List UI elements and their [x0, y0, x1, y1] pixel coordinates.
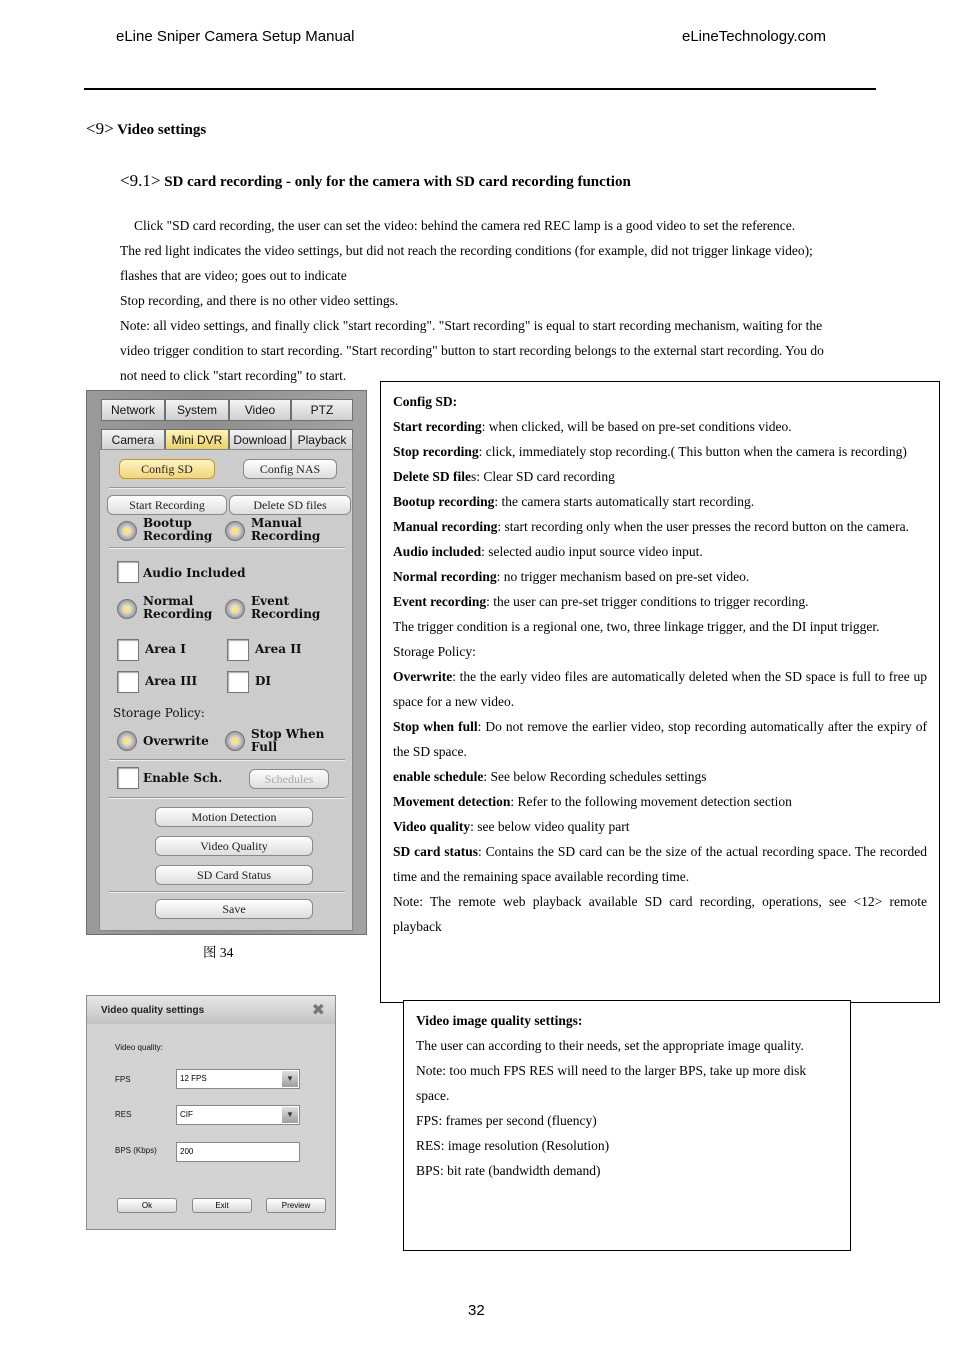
- main-tabs: [101, 399, 353, 421]
- chevron-down-icon: ▼: [282, 1107, 298, 1123]
- bootup-recording-radio[interactable]: [117, 521, 137, 541]
- config-item: [393, 414, 927, 439]
- header-site: eLineTechnology.com: [682, 28, 826, 45]
- config-item-text: : no trigger mechanism based on pre-set video.: [496, 569, 750, 584]
- tab-download[interactable]: Download: [229, 429, 291, 451]
- config-item: [393, 789, 927, 814]
- label-line: Bootup: [143, 516, 192, 530]
- res-select[interactable]: [176, 1105, 300, 1125]
- config-item-term: SD card status: [393, 844, 479, 859]
- intro-line: video trigger condition to start recording. "Start recording" button to start recording belongs to the external start recording. You do: [120, 343, 824, 358]
- config-item-text: : the camera starts automatically start recording.: [494, 494, 755, 509]
- video-quality-description-box: [403, 1000, 851, 1251]
- config-item: [393, 464, 927, 489]
- bps-input[interactable]: 200: [176, 1142, 300, 1162]
- header-title: eLine Sniper Camera Setup Manual: [116, 28, 355, 45]
- normal-recording-label: [143, 595, 212, 621]
- stop-when-full-label: [251, 728, 324, 754]
- enable-schedule-label: Enable Sch.: [143, 771, 223, 785]
- config-item-text: : Contains the SD card can be the size of the actual recording space. The recorded time and the remaining space available recording time.: [393, 844, 927, 884]
- label-line: Recording: [143, 529, 213, 543]
- label-line: Recording: [251, 529, 321, 543]
- config-item-term: Stop recording: [393, 444, 479, 459]
- config-item-text: : see below video quality part: [470, 819, 630, 834]
- config-item: [393, 764, 927, 789]
- config-item-term: Overwrite: [393, 669, 453, 684]
- config-item-term: Stop when full: [393, 719, 478, 734]
- intro-line: The red light indicates the video settings, but did not reach the recording conditions (for example, did not trigger linkage video);: [120, 243, 813, 258]
- label-line: Normal: [143, 594, 194, 608]
- config-item-text: : start recording only when the user presses the record button on the camera.: [497, 519, 909, 534]
- config-item-text: : Refer to the following movement detection section: [510, 794, 792, 809]
- section-number: <9>: [86, 119, 114, 138]
- manual-recording-radio[interactable]: [225, 521, 245, 541]
- audio-included-label: Audio Included: [143, 566, 246, 580]
- intro-line: Click "SD card recording, the user can set the video: behind the camera red REC lamp is a good video to set the reference.: [134, 218, 796, 233]
- tab-network[interactable]: Network: [101, 399, 165, 421]
- delete-sd-files-button[interactable]: Delete SD files: [229, 495, 351, 515]
- bootup-recording-label: [143, 517, 212, 543]
- page-number: 32: [468, 1302, 485, 1319]
- config-box-heading: Config SD:: [393, 394, 458, 409]
- config-item-text: : when clicked, will be based on pre-set conditions video.: [481, 419, 792, 434]
- res-label: RES: [115, 1110, 132, 1119]
- divider: [109, 487, 345, 489]
- config-item: [393, 614, 927, 639]
- config-item-term: Movement detection: [393, 794, 511, 809]
- intro-paragraph: [120, 213, 880, 388]
- event-recording-radio[interactable]: [225, 599, 245, 619]
- config-item-text: : click, immediately stop recording.( This button when the camera is recording): [478, 444, 907, 459]
- area-2-checkbox[interactable]: [227, 639, 249, 661]
- bps-label: BPS (Kbps): [115, 1146, 157, 1155]
- enable-schedule-checkbox[interactable]: [117, 767, 139, 789]
- vq-box-line: BPS: bit rate (bandwidth demand): [416, 1163, 601, 1178]
- motion-detection-button[interactable]: Motion Detection: [155, 807, 313, 827]
- ok-button[interactable]: Ok: [117, 1198, 177, 1213]
- vq-box-line: FPS: frames per second (fluency): [416, 1113, 597, 1128]
- config-sd-description-box: [380, 381, 940, 1003]
- divider: [109, 891, 345, 893]
- header-rule: [84, 88, 876, 90]
- schedules-button[interactable]: Schedules: [249, 769, 329, 789]
- storage-policy-label: Storage Policy:: [113, 706, 205, 720]
- config-item-term: Event recording: [393, 594, 487, 609]
- start-recording-button[interactable]: Start Recording: [107, 495, 227, 515]
- fps-value: 12 FPS: [180, 1074, 207, 1083]
- config-item-text: : selected audio input source video input.: [481, 544, 703, 559]
- overwrite-label: Overwrite: [143, 734, 209, 748]
- divider: [109, 547, 345, 549]
- config-item-text: : the the early video files are automatically deleted when the SD space is full to free up space for a new video.: [393, 669, 927, 709]
- di-checkbox[interactable]: [227, 671, 249, 693]
- config-item-term: Manual recording: [393, 519, 498, 534]
- tab-system[interactable]: System: [165, 399, 229, 421]
- label-line: Recording: [251, 607, 321, 621]
- config-item: [393, 664, 927, 714]
- config-item: [393, 889, 927, 939]
- tab-camera[interactable]: Camera: [101, 429, 165, 451]
- area-2-label: Area II: [255, 642, 302, 656]
- video-quality-button[interactable]: Video Quality: [155, 836, 313, 856]
- config-item: [393, 564, 927, 589]
- config-item-term: Normal recording: [393, 569, 497, 584]
- intro-line: not need to click "start recording" to start.: [120, 368, 347, 383]
- fps-select[interactable]: [176, 1069, 300, 1089]
- tab-playback[interactable]: Playback: [291, 429, 353, 451]
- di-label: DI: [255, 674, 272, 688]
- video-quality-section-label: Video quality:: [115, 1043, 163, 1052]
- config-item-text: Storage Policy:: [393, 644, 476, 659]
- audio-included-checkbox[interactable]: [117, 561, 139, 583]
- config-item: [393, 714, 927, 764]
- config-item-text: Note: The remote web playback available SD card recording, operations, see <12> remote playback: [393, 894, 927, 934]
- area-3-label: Area III: [145, 674, 198, 688]
- config-item: [393, 439, 927, 464]
- stop-when-full-radio[interactable]: [225, 731, 245, 751]
- config-item-text: The trigger condition is a regional one, two, three linkage trigger, and the DI input trigger.: [393, 619, 880, 634]
- config-item-text: : Do not remove the earlier video, stop recording automatically after the expiry of the SD space.: [393, 719, 927, 759]
- tab-ptz[interactable]: PTZ: [291, 399, 353, 421]
- preview-button[interactable]: Preview: [266, 1198, 326, 1213]
- config-item-term: Bootup recording: [393, 494, 495, 509]
- vq-box-line: The user can according to their needs, set the appropriate image quality.: [416, 1038, 804, 1053]
- vq-box-line: Note: too much FPS RES will need to the larger BPS, take up more disk space.: [416, 1063, 807, 1103]
- config-item-text: : the user can pre-set trigger conditions to trigger recording.: [486, 594, 809, 609]
- subsection-heading: [120, 171, 631, 191]
- sd-config-panel: [86, 390, 367, 935]
- area-1-label: Area I: [145, 642, 186, 656]
- label-line: Event: [251, 594, 290, 608]
- sub-tabs: [101, 429, 353, 451]
- save-button[interactable]: Save: [155, 899, 313, 919]
- label-line: Recording: [143, 607, 213, 621]
- config-item: [393, 489, 927, 514]
- manual-recording-label: [251, 517, 320, 543]
- config-item-text: : See below Recording schedules settings: [483, 769, 707, 784]
- overwrite-radio[interactable]: [117, 731, 137, 751]
- label-line: Stop When: [251, 727, 325, 741]
- config-items-list: [393, 414, 927, 939]
- intro-line: Note: all video settings, and finally click "start recording". "Start recording" is equal to start recording mechanism, waiting for the: [120, 318, 823, 333]
- config-item-term: Start recording: [393, 419, 482, 434]
- res-value: CIF: [180, 1110, 193, 1119]
- section-title: Video settings: [117, 122, 207, 138]
- vq-box-line: RES: image resolution (Resolution): [416, 1138, 610, 1153]
- video-quality-dialog: [86, 995, 336, 1230]
- config-item-text: s: Clear SD card recording: [470, 469, 615, 484]
- tab-video[interactable]: Video: [229, 399, 291, 421]
- chevron-down-icon: ▼: [282, 1071, 298, 1087]
- config-item: [393, 589, 927, 614]
- dialog-title: Video quality settings: [87, 996, 335, 1024]
- config-sd-button[interactable]: Config SD: [119, 459, 215, 479]
- event-recording-label: [251, 595, 320, 621]
- divider: [109, 759, 345, 761]
- section-heading: [86, 119, 206, 139]
- config-nas-button[interactable]: Config NAS: [243, 459, 337, 479]
- intro-line: flashes that are video; goes out to indicate: [120, 268, 347, 283]
- config-item: [393, 839, 927, 889]
- subsection-title: SD card recording - only for the camera with SD card recording function: [164, 174, 631, 190]
- fps-label: FPS: [115, 1075, 131, 1084]
- config-item-term: Audio included: [393, 544, 482, 559]
- divider: [109, 797, 345, 799]
- close-icon[interactable]: ✖: [311, 1000, 325, 1019]
- label-line: Manual: [251, 516, 302, 530]
- config-item-term: Video quality: [393, 819, 471, 834]
- figure-caption: 图 34: [203, 945, 234, 960]
- config-item: [393, 514, 927, 539]
- normal-recording-radio[interactable]: [117, 599, 137, 619]
- label-line: Full: [251, 740, 278, 754]
- intro-line: Stop recording, and there is no other video settings.: [120, 293, 399, 308]
- config-item: [393, 814, 927, 839]
- config-item: [393, 539, 927, 564]
- area-1-checkbox[interactable]: [117, 639, 139, 661]
- config-item-term: Delete SD file: [393, 469, 471, 484]
- config-item-term: enable schedule: [393, 769, 484, 784]
- subsection-number: <9.1>: [120, 171, 161, 190]
- exit-button[interactable]: Exit: [192, 1198, 252, 1213]
- config-item: [393, 639, 927, 664]
- sd-card-status-button[interactable]: SD Card Status: [155, 865, 313, 885]
- tab-mini-dvr[interactable]: Mini DVR: [165, 429, 229, 451]
- vq-box-heading: Video image quality settings:: [416, 1013, 583, 1028]
- area-3-checkbox[interactable]: [117, 671, 139, 693]
